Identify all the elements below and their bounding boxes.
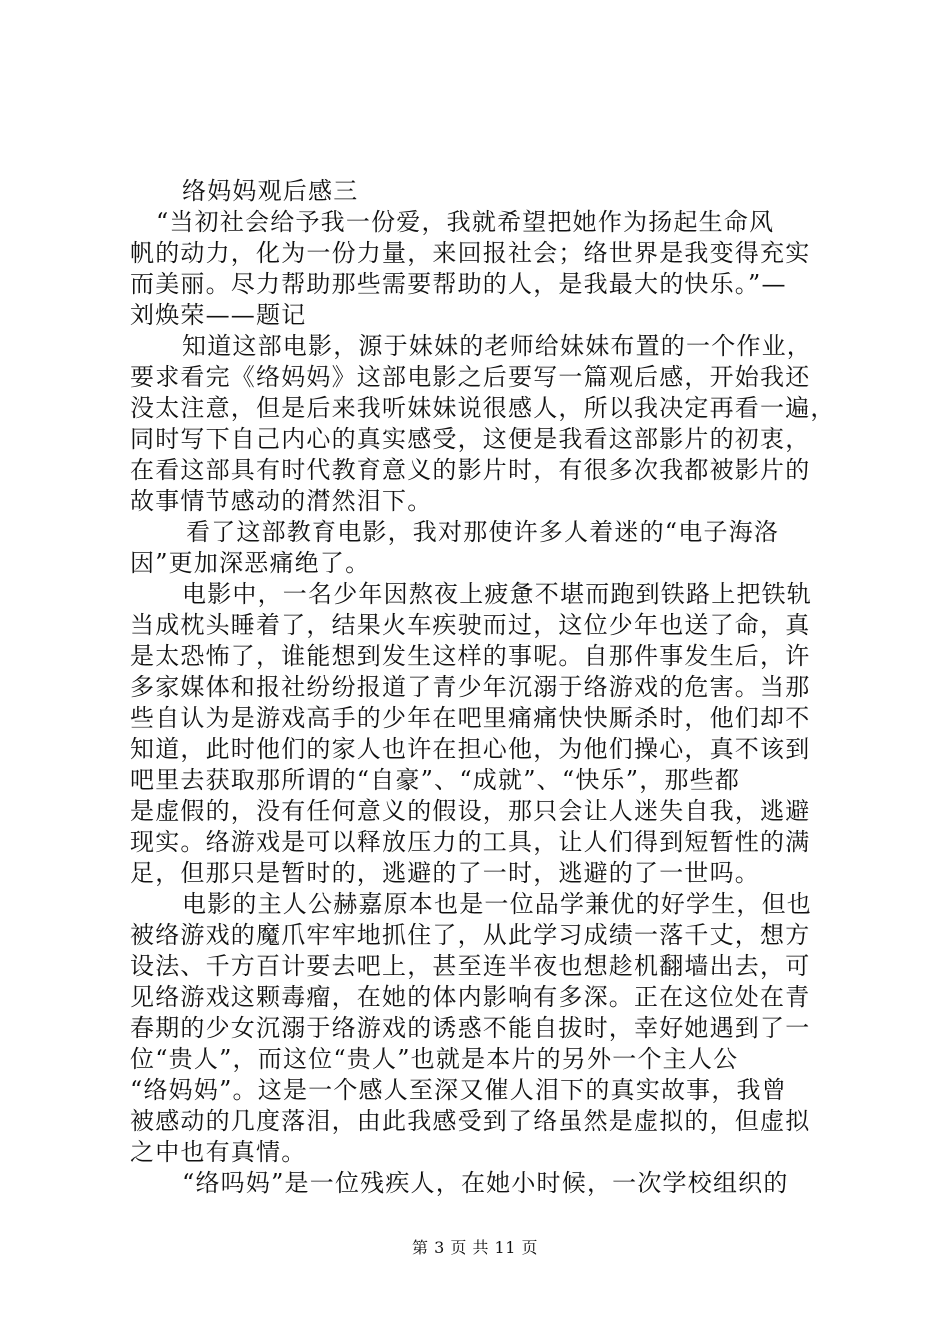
text-line: 同时写下自己内心的真实感受，这便是我看这部影片的初衷， <box>130 425 811 453</box>
text-line: “当初社会给予我一份爱，我就希望把她作为扬起生命风 <box>156 208 775 236</box>
text-line: 故事情节感动的潸然泪下。 <box>130 487 433 515</box>
text-line: “络妈妈”。这是一个感人至深又催人泪下的真实故事，我曾 <box>130 1076 787 1104</box>
text-line: 位“贵人”，而这位“贵人”也就是本片的另外一个主人公 <box>130 1045 739 1073</box>
text-line: 被感动的几度落泪，由此我感受到了络虽然是虚拟的，但虚拟 <box>130 1107 811 1135</box>
text-line: 设法、千方百计要去吧上，甚至连半夜也想趁机翻墙出去，可 <box>130 952 811 980</box>
text-line: 知道，此时他们的家人也许在担心他，为他们操心，真不该到 <box>130 735 811 763</box>
text-line: 当成枕头睡着了，结果火车疾驶而过，这位少年也送了命，真 <box>130 611 811 639</box>
text-line: 电影中，一名少年因熬夜上疲惫不堪而跑到铁路上把铁轨 <box>182 580 812 608</box>
text-line: 春期的少女沉溺于络游戏的诱惑不能自拔时，幸好她遇到了一 <box>130 1014 811 1042</box>
text-line: 刘焕荣——题记 <box>130 301 307 329</box>
text-line: 看了这部教育电影，我对那使许多人着迷的“电子海洛 <box>186 518 780 546</box>
text-line: 吧里去获取那所谓的“自豪”、“成就”、“快乐”，那些都 <box>130 766 741 794</box>
document-title: 络妈妈观后感三 <box>182 177 359 205</box>
text-line: 现实。络游戏是可以释放压力的工具，让人们得到短暂性的满 <box>130 828 811 856</box>
text-line: 因”更加深恶痛绝了。 <box>130 549 371 577</box>
text-line: 是虚假的，没有任何意义的假设，那只会让人迷失自我，逃避 <box>130 797 811 825</box>
text-line: 要求看完《络妈妈》这部电影之后要写一篇观后感，开始我还 <box>130 363 811 391</box>
text-line: 没太注意，但是后来我听妹妹说很感人，所以我决定再看一遍， <box>130 394 836 422</box>
text-line: “络吗妈”是一位残疾人，在她小时候，一次学校组织的 <box>182 1169 789 1197</box>
text-line: 被络游戏的魔爪牢牢地抓住了，从此学习成绩一落千丈，想方 <box>130 921 811 949</box>
text-line: 之中也有真情。 <box>130 1138 307 1166</box>
text-line: 见络游戏这颗毒瘤，在她的体内影响有多深。正在这位处在青 <box>130 983 811 1011</box>
text-line: 在看这部具有时代教育意义的影片时，有很多次我都被影片的 <box>130 456 811 484</box>
text-line: 足，但那只是暂时的，逃避的了一时，逃避的了一世吗。 <box>130 859 760 887</box>
text-line: 帆的动力，化为一份力量，来回报社会；络世界是我变得充实 <box>130 239 811 267</box>
text-line: 而美丽。尽力帮助那些需要帮助的人，是我最大的快乐。”— <box>130 270 787 298</box>
text-line: 电影的主人公赫嘉原本也是一位品学兼优的好学生，但也 <box>182 890 812 918</box>
page-number-footer: 第 3 页 共 11 页 <box>412 1238 538 1257</box>
text-line: 些自认为是游戏高手的少年在吧里痛痛快快厮杀时，他们却不 <box>130 704 811 732</box>
text-line: 知道这部电影，源于妹妹的老师给妹妹布置的一个作业， <box>182 332 812 360</box>
text-line: 是太恐怖了，谁能想到发生这样的事呢。自那件事发生后，许 <box>130 642 811 670</box>
text-line: 多家媒体和报社纷纷报道了青少年沉溺于络游戏的危害。当那 <box>130 673 811 701</box>
